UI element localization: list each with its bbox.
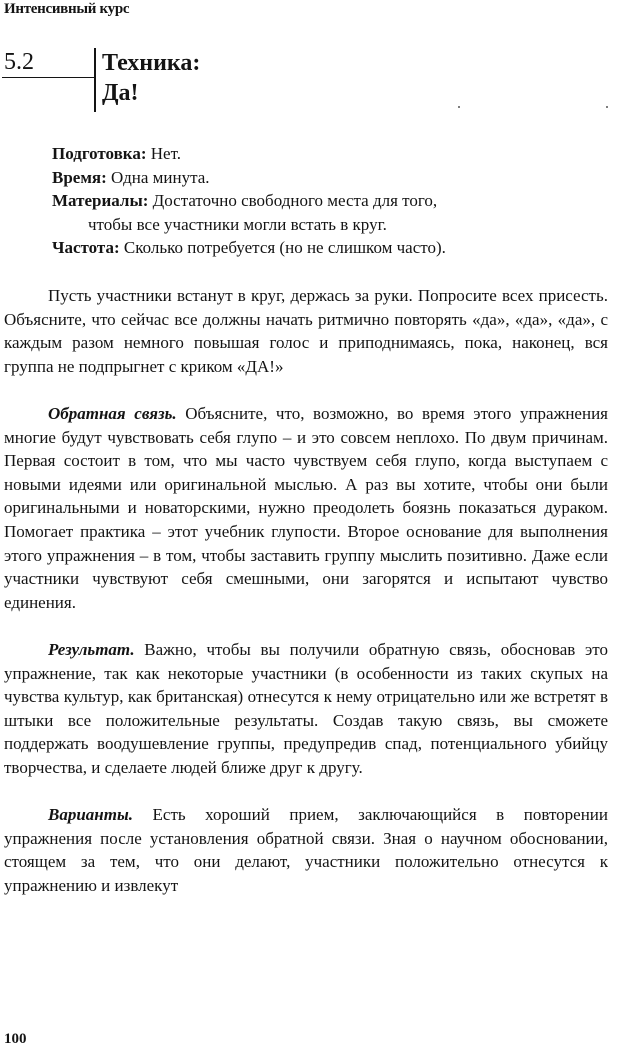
meta-value: Достаточно свободного места для того, (148, 191, 438, 211)
meta-frequency (52, 236, 612, 260)
section-title-line-1: Техника: (102, 50, 201, 76)
paragraph-feedback (4, 402, 608, 614)
meta-materials-continued (52, 213, 612, 237)
meta-key: Материалы: (52, 191, 149, 211)
section-title-bar (94, 48, 96, 112)
paragraph-text: Объясните, что, возможно, во время этого упражнения многие будут чувствовать себя глупо – и это совсем неплохо. По двум причинам. Первая состоит в том, что мы часто чувствуем себя глупо, когда выступаем с новыми идеями или оригинальной мыслью. А раз вы хотите, чтобы они были оригинальными и новаторскими, нужно преодолеть боязнь показаться дураком. Помогает практика – этот учебник глупости. Второе основание для выполнения этого упражнения – в том, чтобы заставить группу мыслить позитивно. Даже если участники чувствуют себя смешными, они загорятся и испытают чувство единения. (4, 403, 608, 612)
scan-speck (458, 106, 460, 108)
section-title-line-2: Да! (102, 80, 139, 106)
section-number: 5.2 (4, 49, 34, 75)
paragraph-variants (4, 803, 608, 897)
paragraph-instructions (4, 284, 608, 378)
body-text (4, 284, 608, 897)
paragraph-text: Пусть участники встанут в круг, держась за руки. Попросите всех присесть. Объясните, что сейчас все должны начать ритмично повторять «да», «да», «да», с каждым разом немного повышая голос и приподнимаясь, пока, наконец, вся группа не подпрыгнет с криком «ДА!» (4, 286, 608, 376)
meta-value: Сколько потребуется (но не слишком часто). (119, 238, 446, 258)
meta-key: Частота: (52, 238, 120, 258)
meta-value: чтобы все участники могли встать в круг. (88, 214, 387, 234)
meta-value: Нет. (146, 144, 181, 163)
meta-value: Одна минута. (106, 167, 210, 187)
section-title (102, 48, 200, 108)
meta-time (52, 166, 612, 190)
scan-speck (606, 106, 608, 108)
paragraph-text: Есть хороший прием, заключающийся в повторении упражнения после установления обратной связи. Зная о научном обосновании, стоящем за тем, что они делают, участники положительно отнесутся к упражнению и извлекут (4, 805, 608, 895)
meta-key: Время: (52, 167, 107, 187)
meta-preparation (52, 142, 612, 166)
page-number: 100 (4, 1031, 27, 1047)
paragraph-lead: Обратная связь. (48, 403, 177, 423)
paragraph-lead: Варианты. (48, 805, 133, 825)
meta-key: Подготовка: (52, 144, 147, 163)
running-header: Интенсивный курс (4, 1, 130, 17)
paragraph-text: Важно, чтобы вы получили обратную связь, обосновав это упражнение, так как некоторые участники (в особенности из таких скупых на чувства культур, как британская) отнесутся к нему отрицательно или же встретят в штыки все положительные результаты. Создав такую связь, вы сможете поддержать воодушевление группы, предупредив спад, потенциального убийцу творчества, и сделаете людей ближе друг к другу. (4, 639, 608, 777)
paragraph-lead: Результат. (48, 639, 135, 659)
exercise-meta (52, 142, 612, 260)
paragraph-result (4, 638, 608, 780)
meta-materials (52, 189, 612, 213)
section-number-rule (2, 77, 96, 78)
